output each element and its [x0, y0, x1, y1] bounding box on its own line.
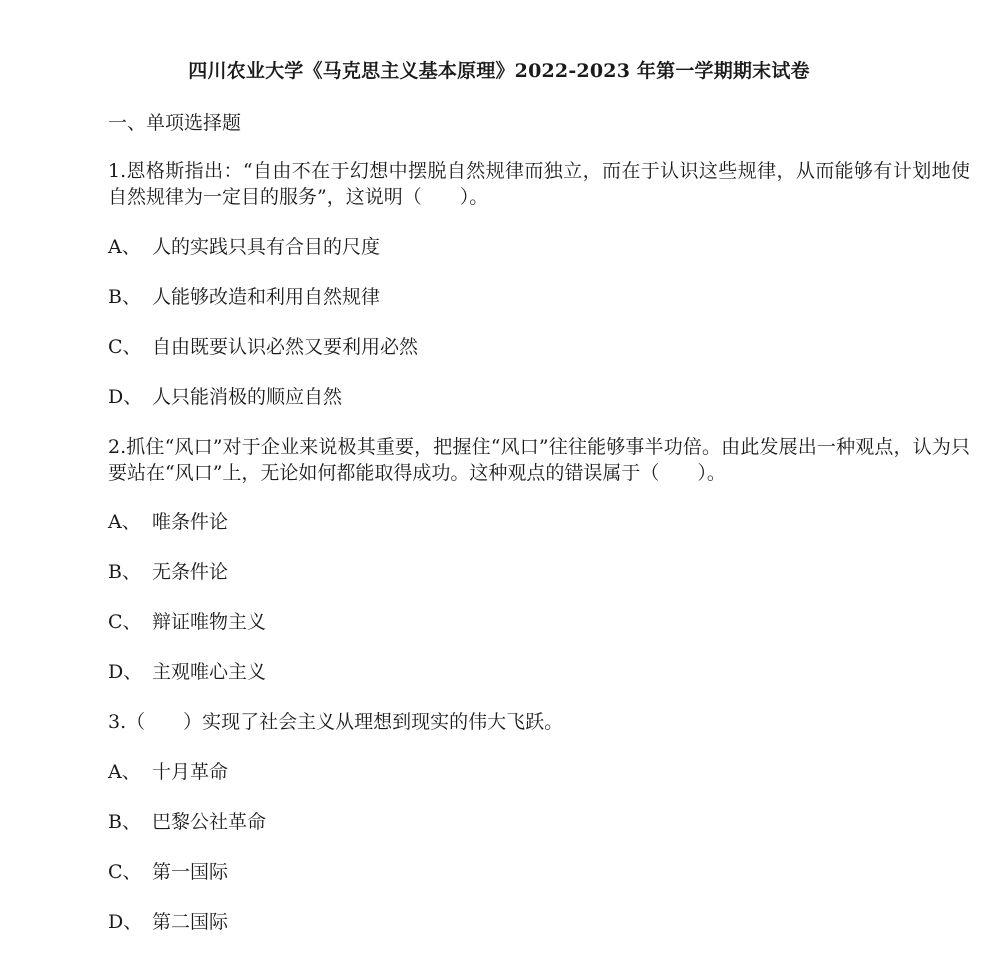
question-1-option-b: [108, 284, 380, 310]
option-text: 十月革命: [152, 761, 229, 783]
option-letter: B、: [108, 286, 141, 308]
option-letter: B、: [108, 811, 141, 833]
question-1-text: 1.恩格斯指出：“自由不在于幻想中摆脱自然规律而独立，而在于认识这些规律，从而能够有计划地使自然规律为一定目的服务”，这说明（ ）。: [108, 160, 970, 208]
option-text: 第一国际: [152, 861, 229, 883]
option-text: 辩证唯物主义: [152, 611, 267, 633]
question-2-option-b: [108, 559, 228, 585]
question-3-text: 3.（ ）实现了社会主义从理想到现实的伟大飞跃。: [108, 711, 564, 733]
option-letter: A、: [108, 236, 141, 258]
question-2-option-c: [108, 609, 266, 635]
question-3-option-b: [108, 809, 266, 835]
question-2-option-a: [108, 509, 228, 535]
option-letter: C、: [108, 336, 142, 358]
option-text: 人的实践只具有合目的尺度: [152, 236, 381, 258]
option-letter: B、: [108, 561, 141, 583]
option-text: 唯条件论: [152, 511, 229, 533]
question-2-option-d: [108, 659, 266, 685]
question-3-option-d: [108, 909, 228, 935]
question-1-option-a: [108, 234, 380, 260]
option-letter: D、: [108, 386, 143, 408]
question-1-option-c: [108, 334, 418, 360]
question-1-option-d: [108, 384, 342, 410]
question-3-option-a: [108, 759, 228, 785]
question-2-text: 2.抓住“风口”对于企业来说极其重要，把握住“风口”往往能够事半功倍。由此发展出一种观点，认为只要站在“风口”上，无论如何都能取得成功。这种观点的错误属于（ ）。: [108, 436, 970, 484]
option-text: 自由既要认识必然又要利用必然: [152, 336, 419, 358]
option-text: 第二国际: [152, 911, 229, 933]
option-letter: C、: [108, 611, 142, 633]
option-letter: D、: [108, 661, 143, 683]
option-text: 主观唯心主义: [152, 661, 267, 683]
option-letter: A、: [108, 511, 141, 533]
option-text: 无条件论: [152, 561, 229, 583]
option-letter: A、: [108, 761, 141, 783]
option-letter: C、: [108, 861, 142, 883]
option-text: 人只能消极的顺应自然: [152, 386, 343, 408]
option-text: 巴黎公社革命: [152, 811, 267, 833]
option-text: 人能够改造和利用自然规律: [152, 286, 381, 308]
option-letter: D、: [108, 911, 143, 933]
exam-title: 四川农业大学《马克思主义基本原理》2022-2023 年第一学期期末试卷: [188, 60, 810, 82]
section-heading: 一、单项选择题: [108, 112, 242, 134]
question-3-option-c: [108, 859, 228, 885]
